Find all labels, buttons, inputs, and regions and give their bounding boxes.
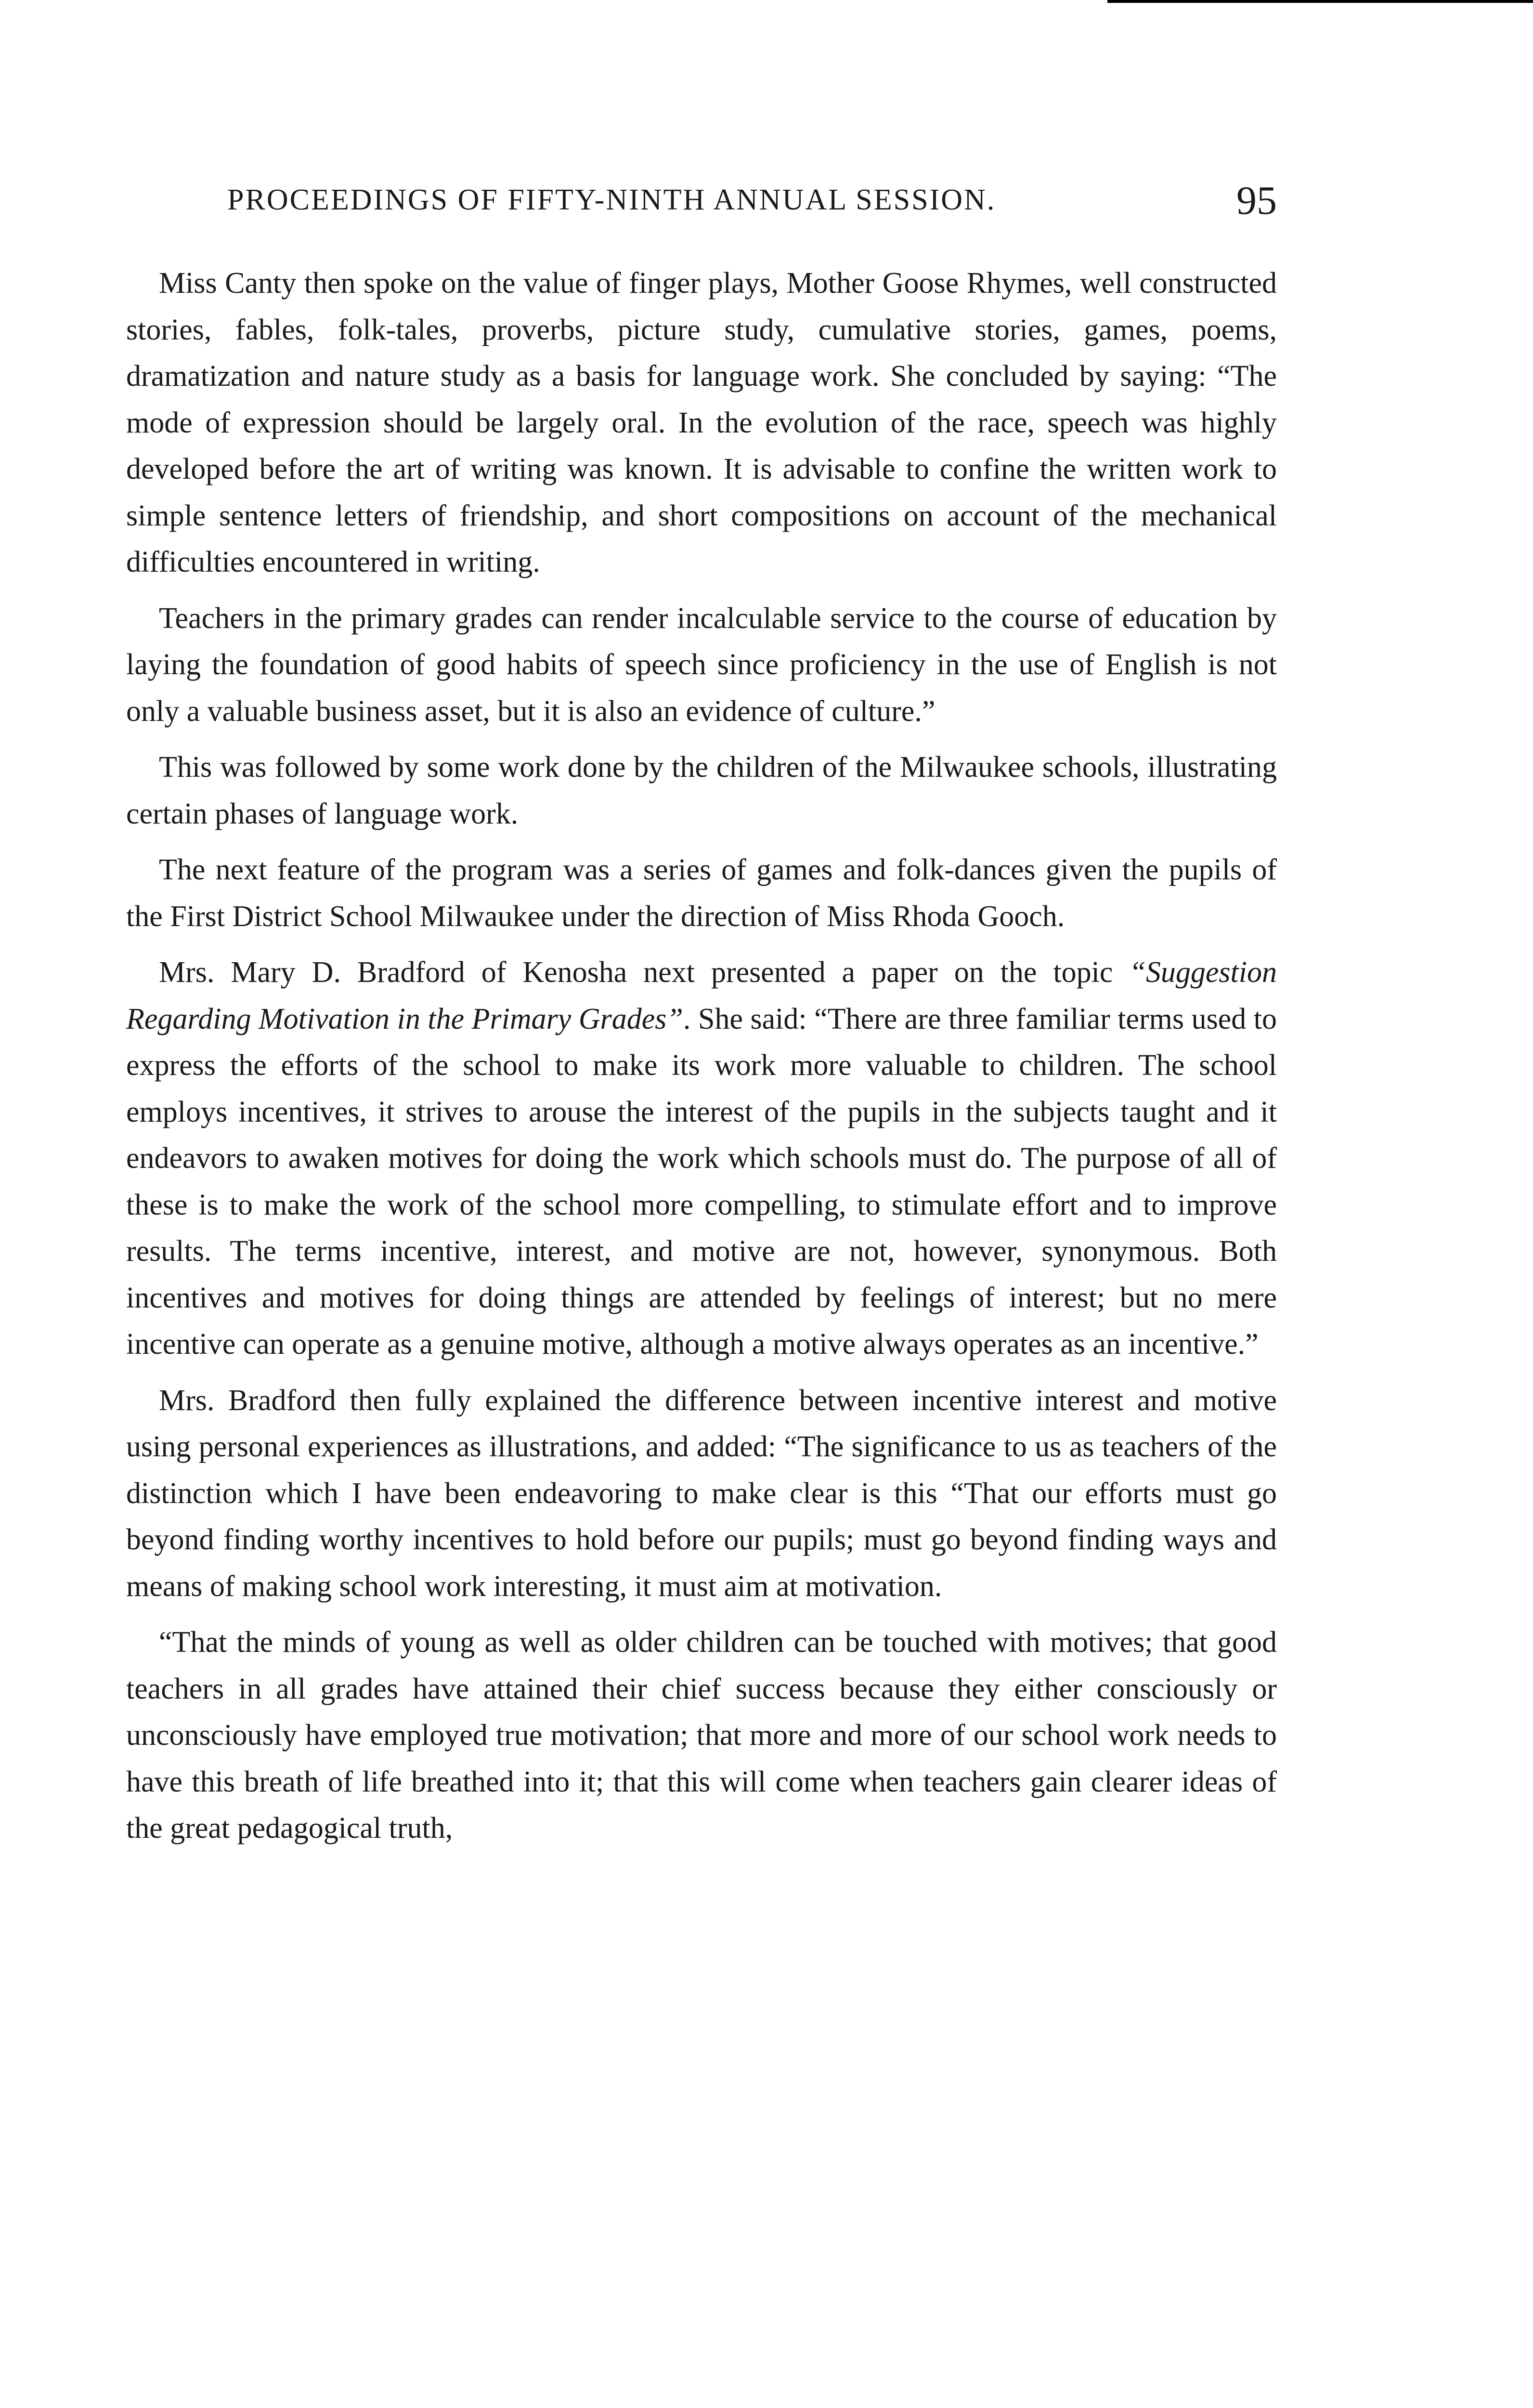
top-edge-rule <box>1107 0 1533 3</box>
bradford-quote: . She said: “There are three familiar terms used to express the efforts of the school to make its work more valuable to children. The school employs incentives, it strives to arouse the interest of the pupils in the subjects taught and it endeavors to awaken motives for doing the work which schools must do. The purpose of all of these is to make the work of the school more compelling, to stimulate effort and to improve results. The terms incentive, interest, and motive are not, however, synonymous. Both incentives and motives for doing things are attended by feelings of interest; but no mere incentive can operate as a genuine motive, although a motive always operates as an incentive.” <box>126 1002 1277 1361</box>
running-title: PROCEEDINGS OF FIFTY-NINTH ANNUAL SESSION. <box>227 183 996 216</box>
paragraph-bradford-explained: Mrs. Bradford then fully explained the difference between incentive interest and motive using personal experiences as illustrations, and added: “The significance to us as teachers of the distinction which I have been endeavoring to make clear is this “That our efforts must go beyond finding worthy incentives to hold before our pupils; must go beyond finding ways and means of making school work interesting, it must aim at motivation. <box>126 1384 1277 1603</box>
paragraph-minds-of-young: “That the minds of young as well as older children can be touched with motives; that good teachers in all grades have attained their chief success because they either consciously or unconsciously have employed true motivation; that more and more of our school work needs to have this breath of life breathed into it; that this will come when teachers gain clearer ideas of the great pedagogical truth, <box>126 1626 1277 1845</box>
book-page <box>126 169 1277 1861</box>
body-text <box>126 260 1277 1852</box>
paragraph-folk-dances: The next feature of the program was a series of games and folk-dances given the pupils of the First District School Milwaukee under the direction of Miss Rhoda Gooch. <box>126 853 1277 933</box>
paragraph-milwaukee-work: This was followed by some work done by the children of the Milwaukee schools, illustrating certain phases of language work. <box>126 751 1277 830</box>
paper-title: “Suggestion Regarding Motivation in the Primary Grades” <box>126 956 1277 1035</box>
page-number: 95 <box>1236 178 1277 223</box>
running-header <box>227 169 1277 231</box>
paragraph-bradford-paper <box>126 949 1277 1368</box>
bradford-intro: Mrs. Mary D. Bradford of Kenosha next presented a paper on the topic <box>159 956 1130 989</box>
paragraph-canty: Miss Canty then spoke on the value of finger plays, Mother Goose Rhymes, well constructed stories, fables, folk-tales, proverbs, picture study, cumulative stories, games, poems, dramatization and nature study as a basis for language work. She concluded by saying: “The mode of expression should be largely oral. In the evolution of the race, speech was highly developed before the art of writing was known. It is advisable to confine the written work to simple sentence letters of friendship, and short compositions on account of the mechanical difficulties encountered in writing. <box>126 267 1277 578</box>
paragraph-primary-teachers: Teachers in the primary grades can render incalculable service to the course of education by laying the foundation of good habits of speech since proficiency in the use of English is not only a valuable business asset, but it is also an evidence of culture.” <box>126 602 1277 728</box>
